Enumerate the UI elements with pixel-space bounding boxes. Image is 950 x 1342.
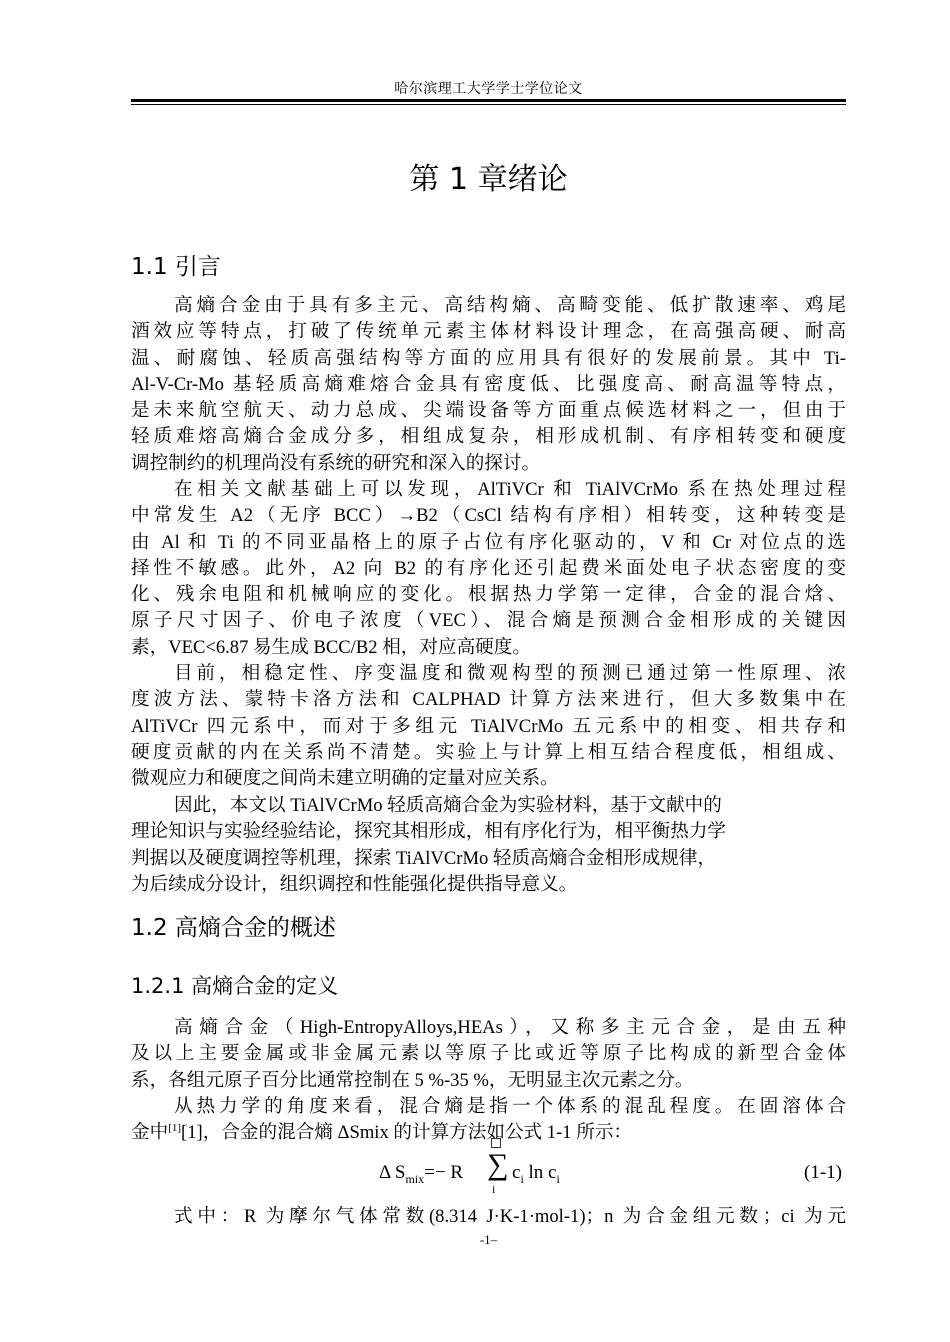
- paragraph-line: 由 Al 和 Ti 的不同亚晶格上的原子占位有序化驱动的，V 和 Cr 对位点的选: [131, 531, 846, 553]
- header-rule-thin: [131, 104, 846, 105]
- section-heading-1-1: 1.1 引言: [131, 254, 221, 280]
- paragraph-line: 化、残余电阻和机械响应的变化。根据热力学第一定律，合金的混合焓、: [131, 584, 846, 606]
- paragraph-line: 在相关文献基础上可以发现，AlTiVCr 和 TiAlVCrMo 系在热处理过程: [174, 479, 846, 500]
- paragraph-line: 素，VEC<6.87 易生成 BCC/B2 相，对应高硬度。: [131, 636, 531, 658]
- paragraph-line: Al-V-Cr-Mo 基轻质高熵难熔合金具有密度低、比强度高、耐高温等特点，: [131, 373, 846, 395]
- ln-c-term: ln c: [523, 1162, 557, 1183]
- intro-paragraph-2: [131, 477, 846, 661]
- paragraph-line: 微观应力和硬度之间尚未建立明确的定量对应关系。: [131, 768, 559, 790]
- line-text: [1]，合金的混合熵 ΔSmix 的计算方法如公式 1-1 所示：: [181, 1122, 633, 1144]
- paragraph-line: AlTiVCr 四元系中，而对于多组元 TiAlVCrMo 五元系中的相变、相共存和: [131, 715, 846, 737]
- equals-minus-r: =− R: [424, 1162, 464, 1183]
- section-heading-1-2: 1.2 高熵合金的概述: [131, 915, 336, 941]
- paragraph-line: 是未来航空航天、动力总成、尖端设备等方面重点候选材料之一，但由于: [131, 400, 846, 422]
- paragraph-line: 高熵合金（High-EntropyAlloys,HEAs），又称多主元合金，是由五种: [174, 1017, 846, 1038]
- paragraph-line: 目前，相稳定性、序变温度和微观构型的预测已通过第一性原理、浓: [174, 663, 846, 684]
- paragraph-line: 酒效应等特点，打破了传统单元素主体材料设计理念，在高强高硬、耐高: [131, 321, 846, 343]
- paragraph-line: 判据以及硬度调控等机理，探索 TiAlVCrMo 轻质高熵合金相形成规律，: [131, 847, 717, 869]
- intro-paragraph-3: [131, 661, 846, 792]
- paragraph-line: 系，各组元原子百分比通常控制在 5 %-35 %，无明显主次元素之分。: [131, 1069, 694, 1091]
- intro-paragraph-4: [131, 793, 846, 898]
- page-number: -1–: [479, 1232, 498, 1247]
- paragraph-line: 高熵合金由于具有多主元、高结构熵、高畸变能、低扩散速率、鸡尾: [174, 295, 846, 316]
- delta-s: Δ S: [379, 1162, 406, 1183]
- c-subscript: i: [520, 1172, 524, 1186]
- equation-1-1: [131, 1142, 846, 1200]
- paragraph-line: 原子尺寸因子、价电子浓度（VEC）、混合熵是预测合金相形成的关键因: [131, 610, 846, 632]
- definition-paragraph-1: [131, 1015, 846, 1094]
- definition-paragraph-3: [131, 1204, 846, 1230]
- subsection-heading-1-2-1: 1.2.1 高熵合金的定义: [131, 974, 339, 998]
- header-rule-thick: [131, 99, 846, 102]
- equation-rhs: [512, 1162, 560, 1184]
- paragraph-line: 度波方法、蒙特卡洛方法和 CALPHAD 计算方法来进行，但大多数集中在: [131, 689, 846, 711]
- paragraph-line: 温、耐腐蚀、轻质高强结构等方面的应用具有很好的发展前景。其中 Ti-: [131, 347, 846, 369]
- paragraph-line: 从热力学的角度来看，混合熵是指一个体系的混乱程度。在固溶体合: [174, 1096, 846, 1117]
- running-header: 哈尔滨理工大学学士学位论文: [394, 81, 583, 97]
- sum-index: i: [492, 1182, 496, 1196]
- paragraph-line: 硬度贡献的内在关系尚不清楚。实验上与计算上相互结合程度低，相组成、: [131, 741, 846, 763]
- line-text: 金中: [131, 1122, 169, 1144]
- paragraph-line: 式中：R 为摩尔气体常数(8.314 J·K-1·mol-1)；n 为合金组元数；ci 为元: [174, 1206, 846, 1227]
- c-term: c: [512, 1162, 521, 1183]
- paragraph-line: 为后续成分设计，组织调控和性能强化提供指导意义。: [131, 873, 578, 895]
- equation-number: (1-1): [804, 1162, 842, 1183]
- paragraph-line: 择性不敏感。此外，A2 向 B2 的有序化还引起费米面处电子状态密度的变: [131, 557, 846, 579]
- definition-paragraph-2: [131, 1094, 846, 1147]
- mix-subscript: mix: [405, 1172, 425, 1186]
- summation-symbol: ∑: [487, 1148, 509, 1181]
- equation-lhs: [379, 1162, 463, 1184]
- chapter-title: 第 1 章绪论: [409, 162, 568, 197]
- paragraph-line: 中常发生 A2（无序 BCC）→B2（CsCl 结构有序相）相转变，这种转变是: [131, 505, 846, 527]
- missing-glyph-box: [491, 1138, 501, 1148]
- citation-superscript: [1]: [168, 1122, 182, 1135]
- paragraph-line: 理论知识与实验经验结论，探究其相形成，相有序化行为，相平衡热力学: [131, 821, 727, 843]
- paragraph-line: 及以上主要金属或非金属元素以等原子比或近等原子比构成的新型合金体: [131, 1043, 846, 1065]
- paragraph-line: 调控制约的机理尚没有系统的研究和深入的探讨。: [131, 452, 541, 474]
- c-subscript: i: [556, 1172, 560, 1186]
- paragraph-line: 因此，本文以 TiAlVCrMo 轻质高熵合金为实验材料，基于文献中的: [174, 795, 722, 816]
- paragraph-line: 轻质难熔高熵合金成分多，相组成复杂，相形成机制、有序相转变和硬度: [131, 426, 846, 448]
- intro-paragraph-1: [131, 293, 846, 477]
